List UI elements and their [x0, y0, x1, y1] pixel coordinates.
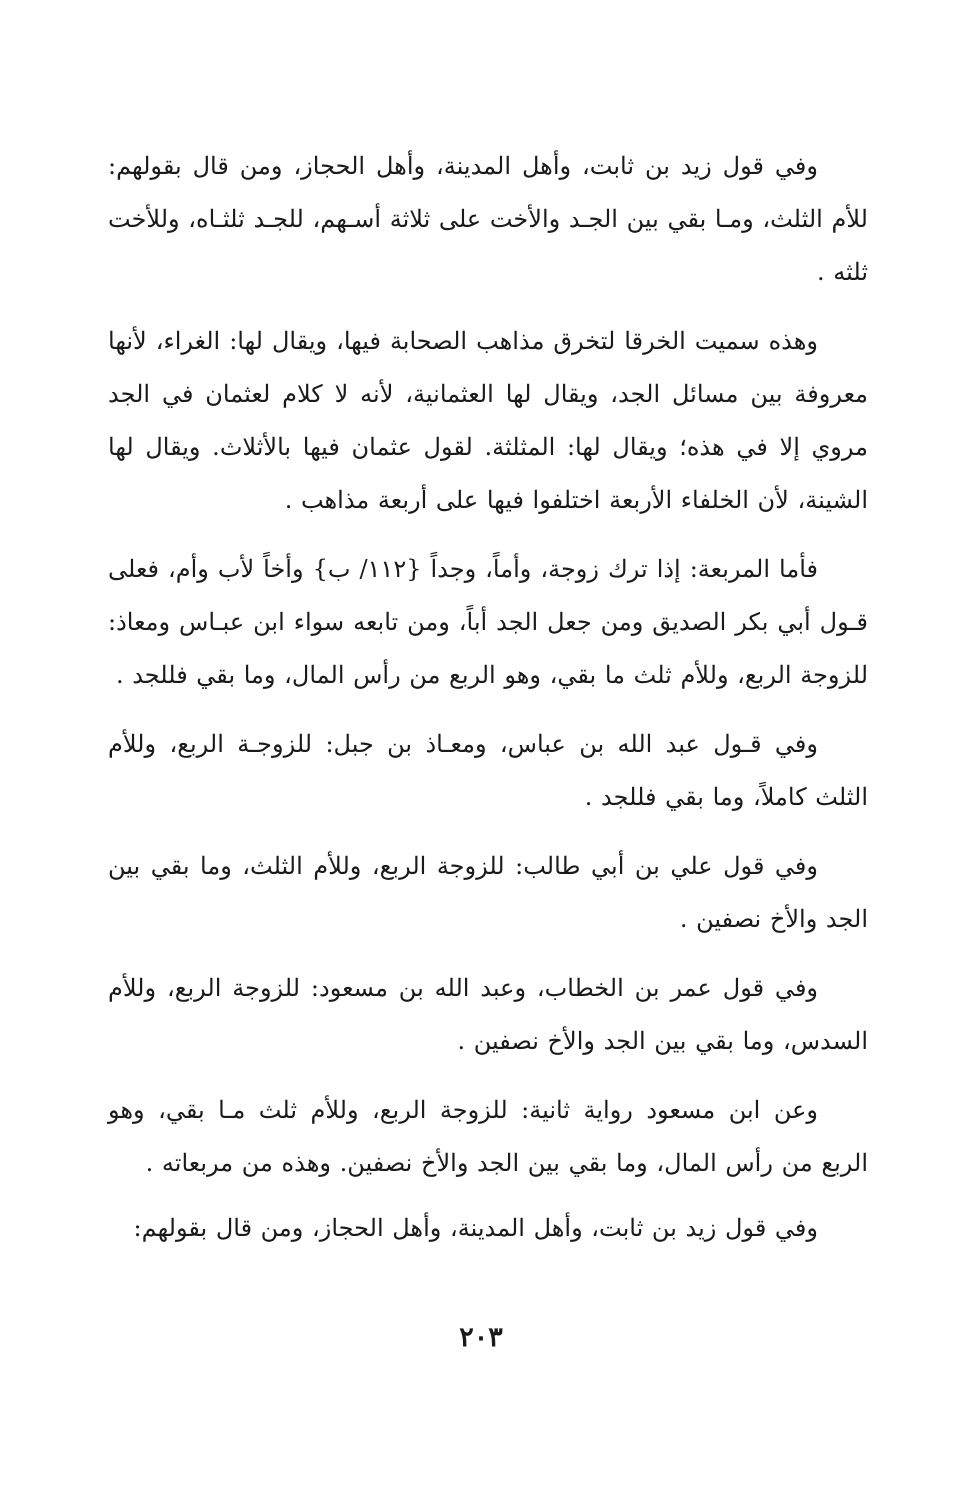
- page-number: ٢٠٣: [459, 1322, 503, 1353]
- paragraph: وفي قـول عبد الله بن عباس، ومعـاذ بن جبل: للزوجـة الربع، وللأم الثلث كاملاً، وما بقي فللجد .: [108, 730, 868, 811]
- paragraph: وفي قول زيد بن ثابت، وأهل المدينة، وأهل الحجاز، ومن قال بقولهم: للأم الثلث، ومـا بقي بين الجـد والأخت على ثلاثة أسـهم، للجـد ثلثـاه، وللأخت ثلثه .: [108, 152, 868, 286]
- paragraph: وهذه سميت الخرقا لتخرق مذاهب الصحابة فيها، ويقال لها: الغراء، لأنها معروفة بين مسائل الجد، ويقال لها العثمانية، لأنه لا كلام لعثمان في الجد مروي إلا في هذه؛ ويقال لها: المثلثة. لقول عثمان فيها بالأثلاث. ويقال لها الشينة، لأن الخلفاء الأربعة اختلفوا فيها على أربعة مذاهب .: [108, 327, 868, 514]
- paragraph: فأما المربعة: إذا ترك زوجة، وأماً، وجداً {١١٢/ ب} وأخاً لأب وأم، فعلى قـول أبي بكر الصديق ومن جعل الجد أباً، ومن تابعه سواء ابن عبـاس ومعاذ: للزوجة الربع، وللأم ثلث ما بقي، وهو الربع من رأس المال، وما بقي فللجد .: [108, 555, 868, 689]
- paragraph: وفي قول زيد بن ثابت، وأهل المدينة، وأهل الحجاز، ومن قال بقولهم:: [133, 1214, 818, 1242]
- page-body: [108, 140, 868, 1267]
- paragraph: وفي قول علي بن أبي طالب: للزوجة الربع، وللأم الثلث، وما بقي بين الجد والأخ نصفين .: [108, 852, 868, 933]
- paragraph: وفي قول عمر بن الخطاب، وعبد الله بن مسعود: للزوجة الربع، وللأم السدس، وما بقي بين الجد والأخ نصفين .: [108, 974, 868, 1055]
- paragraph: وعن ابن مسعود رواية ثانية: للزوجة الربع، وللأم ثلث مـا بقي، وهو الربع من رأس المال، وما بقي بين الجد والأخ نصفين. وهذه من مربعاته .: [108, 1096, 868, 1177]
